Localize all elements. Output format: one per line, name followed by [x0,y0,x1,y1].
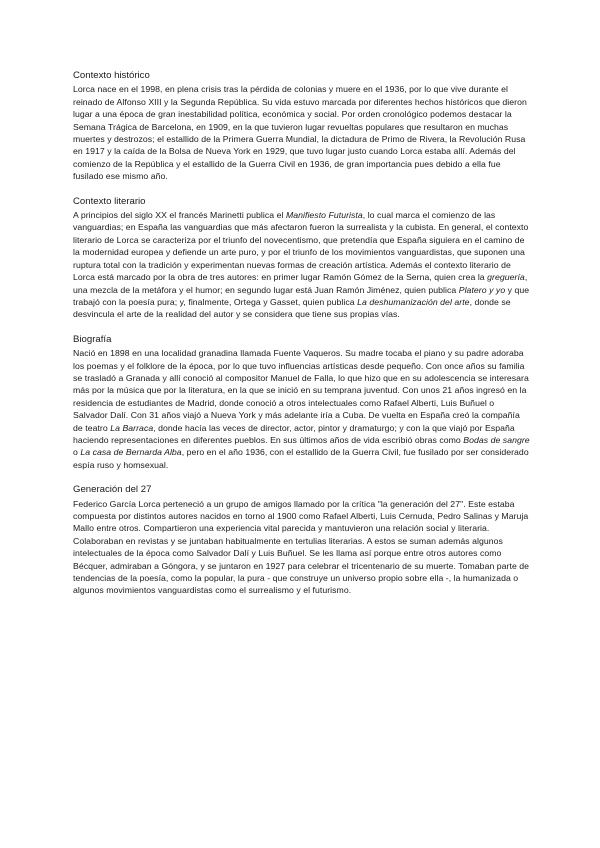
work-title: Platero y yo [458,284,506,295]
section-contexto-literario [73,196,531,321]
section-heading: Generación del 27 [73,484,152,496]
section-body: A principios del siglo XX el francés Marinetti publica el Manifiesto Futurista, lo cual marca el comienzo de las vanguardias; en España las vanguardias que más afectaron fueron la surrealista y la cubista. En general, el contexto literario de Lorca se caracteriza por el triunfo del novecentismo, que pretendía que España siguiera en el camino de la modernidad europea y defiende un arte puro, y por el triunfo de los movimientos vanguardistas, que suponen una ruptura total con la tradición y experimentan nuevas formas de creación artística. Además el contexto literario de Lorca está marcado por la obra de tres autores: en primer lugar Ramón Gómez de la Serna, quien crea la greguería, una mezcla de la metáfora y el humor; en segundo lugar está Juan Ramón Jiménez, quien publica Platero y yo y que trabajó con la poesía pura; y, finalmente, Ortega y Gasset, quien publica La deshumanización del arte, donde se desvincula el arte de la realidad del autor y se considera que tiene sus propias vías. [73,210,530,320]
section-heading: Contexto literario [73,195,146,207]
section-biografia [73,334,531,471]
section-heading: Contexto histórico [73,70,150,81]
work-title: La deshumanización del arte [357,296,470,307]
work-title: La casa de Bernarda Alba [80,447,182,458]
work-title: Bodas de sangre [463,434,530,445]
section-body: Federico García Lorca perteneció a un grupo de amigos llamado por la crítica "la generación del 27". Este estaba compuesta por distintos autores nacidos en torno al 1900 como Rafael Alberti, Luis Cernuda, Pedro Salinas y Maruja Mallo entre otros. Compartieron una experiencia vital parecida y mantuvieron una relación social y literaria. Colaboraban en revistas y se juntaban habitualmente en tertulias literarias. A estos se suman además algunos intelectuales de la época como Salvador Dalí y Luis Buñuel. Se les llama así porque entre otros autores como Bécquer, admiraban a Góngora, y se juntaron en 1927 para celebrar el tricentenario de su muerte. Tomaban parte de tendencias de la poesía, como la popular, la pura - que construye un universo propio sobre ella -, la humanizada o algunos movimientos vanguardistas como el surrealismo y el futurismo. [73,498,530,596]
work-title: Manifiesto Futurista [285,210,363,221]
work-title: La Barraca [110,422,154,433]
section-body: Lorca nace en el 1998, en plena crisis tras la pérdida de colonias y muere en el 1936, por lo que vive durante el reinado de Alfonso XIII y la Segunda República. Su vida estuvo marcada por diferentes hechos históricos que dieron lugar a una época de gran inestabilidad política, económica y social. Por orden cronológico podemos destacar la Semana Trágica de Barcelona, en 1909, en la que tuvieron lugar revueltas populares que resultaron en muchas muertes y destrozos; el estallido de la Primera Guerra Mundial, la dictadura de Primo de Rivera, la Revolución Rusa en 1917 y la caída de la Bolsa de Nueva York en 1929, que tuvo lugar justo cuando Lorca estaba allí. Además del comienzo de la República y el estallido de la Guerra Civil en 1936, de gran importancia pues debido a ella fue fusilado ese mismo año. [73,84,527,182]
section-heading: Biografía [73,333,112,345]
section-body: Nació en 1898 en una localidad granadina llamada Fuente Vaqueros. Su madre tocaba el piano y su padre adoraba los poemas y el folklore de la época, por lo que tuvo influencias artísticas desde pequeño. Con once años su familia se trasladó a Granada y allí conoció al compositor Manuel de Falla, lo que hizo que en su adolescencia se interesara más por la música que por la literatura, en la que se inició en su temprana juventud. Con unos 21 años ingresó en la residencia de estudiantes de Madrid, donde conoció a otros intelectuales como Rafael Alberti, Luis Buñuel o Salvador Dalí. Con 31 años viajó a Nueva York y más adelante iría a Cuba. De vuelta en España creó la compañía de teatro La Barraca, donde hacía las veces de director, actor, pintor y dramaturgo; y con la que viajó por España haciendo representaciones en diferentes pueblos. En sus últimos años de vida escribió obras como Bodas de sangre o La casa de Bernarda Alba, pero en el año 1936, con el estallido de la Guerra Civil, fue fusilado por ser considerado espía ruso y homsexual. [73,348,530,470]
work-title: greguería [487,272,525,283]
document-page [73,70,531,610]
section-generacion-27 [73,484,531,597]
section-contexto-historico [73,70,531,183]
